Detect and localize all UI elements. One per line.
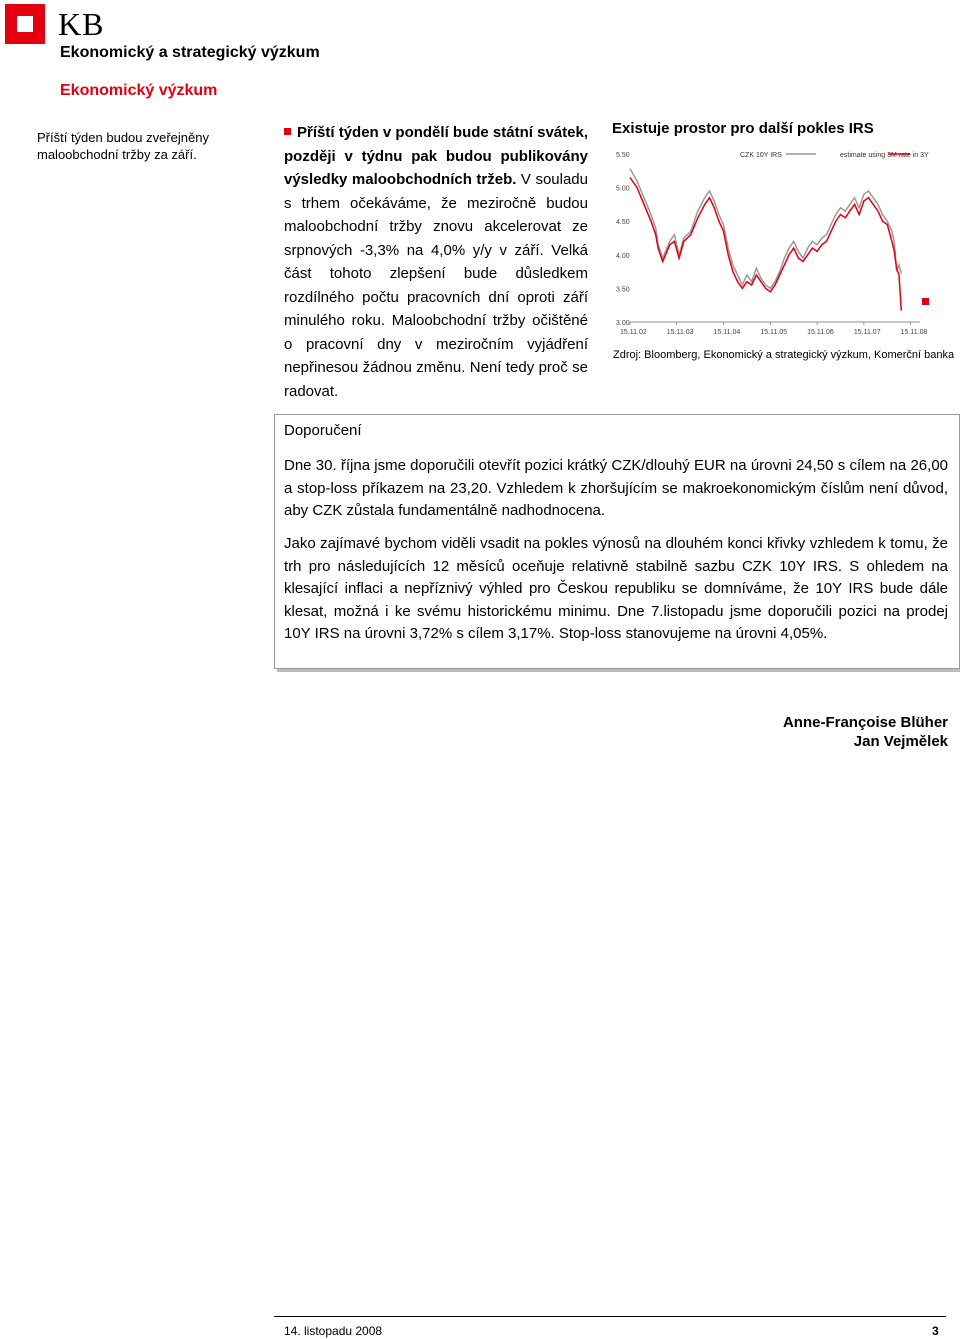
x-tick-label: 15.11.04 — [713, 329, 741, 336]
x-tick-label: 15.11.05 — [760, 329, 788, 336]
x-tick-label: 15.11.08 — [900, 329, 928, 336]
y-tick-label: 5.50 — [616, 152, 630, 159]
legend-label: estimate using 3M rate in 3Y — [840, 152, 929, 159]
y-tick-label: 3.50 — [616, 286, 630, 294]
recommendation-paragraph-1: Dne 30. října jsme doporučili otevřít pozici krátký CZK/dlouhý EUR na úrovni 24,50 s cílem na 26,00 a stop-loss příkazem na 23,20. Vzhledem k zhoršujícím se makroekonomickým číslům není důvod, aby CZK zůstala fundamentálně nadhodnocena. — [284, 457, 948, 519]
x-tick-label: 15.11.03 — [666, 329, 694, 336]
recommendation-title: Doporučení — [284, 422, 362, 439]
main-paragraph-body: V souladu s trhem očekáváme, že meziročně budou maloobchodní tržby znovu akcelerovat ze srpnových -3,3% na 4,0% y/y v září. Velká část tohoto zlepšení bude důsledkem rozdílného počtu pracovních dní oproti září minulého roku. Maloobchodní tržby očištěné o pracovní dny v meziročním vyjádření nepřinesou žádnou změnu. Není tedy proč se radovat. — [284, 171, 588, 400]
section-title: Ekonomický výzkum — [60, 82, 218, 99]
author-name: Anne-Françoise Blüher — [782, 714, 948, 731]
y-tick-label: 4.50 — [616, 219, 630, 227]
legend-label: CZK 10Y IRS — [740, 152, 782, 159]
irs-line-chart — [608, 142, 938, 342]
recommendation-paragraph-2: Jako zajímavé bychom viděli vsadit na pokles výnosů na dlouhém konci křivky vzhledem k tomu, že trh pro následujících 12 měsíců oceňuje relativně stabilně sazbu CZK 10Y IRS. S ohledem na klesající inflaci a nepříznivý výhled pro Českou republiku se domníváme, že 10Y IRS bude dále klesat, možná i ke svému historickému minimu. Dne 7.listopadu jsme doporučili pozici na prodej 10Y IRS na úrovni 3,72% s cílem 3,17%. Stop-loss stanovujeme na úrovni 4,05%. — [284, 535, 948, 642]
red-marker-icon — [922, 298, 929, 305]
footer-divider — [274, 1316, 946, 1317]
chart-source: Zdroj: Bloomberg, Ekonomický a strategický výzkum, Komerční banka — [613, 349, 955, 361]
red-bullet-icon — [284, 128, 291, 135]
side-note: Příští týden budou zveřejněny maloobchodní tržby za září. — [37, 130, 209, 162]
authors — [783, 713, 948, 751]
x-tick-label: 15.11.02 — [620, 329, 647, 336]
main-paragraph-intro: Příští týden v pondělí bude státní svátek, později v týdnu pak budou publikovány výsledky maloobchodních tržeb. — [284, 124, 588, 188]
kb-logo-text: KB — [58, 6, 105, 42]
author-name: Jan Vejmělek — [853, 733, 948, 750]
y-tick-label: 4.00 — [616, 252, 630, 260]
y-tick-label: 3.00 — [616, 320, 630, 327]
series-line — [630, 169, 901, 289]
series-line — [630, 178, 901, 311]
y-tick-label: 5.00 — [616, 185, 630, 193]
chart-title: Existuje prostor pro další pokles IRS — [612, 120, 874, 137]
x-tick-label: 15.11.06 — [807, 329, 834, 336]
page-number: 3 — [932, 1324, 939, 1338]
footer-date: 14. listopadu 2008 — [284, 1324, 383, 1338]
x-tick-label: 15.11.07 — [853, 329, 881, 336]
main-paragraph — [284, 121, 588, 403]
page-header-title: Ekonomický a strategický výzkum — [60, 44, 320, 61]
kb-logo-square-icon — [5, 4, 45, 44]
